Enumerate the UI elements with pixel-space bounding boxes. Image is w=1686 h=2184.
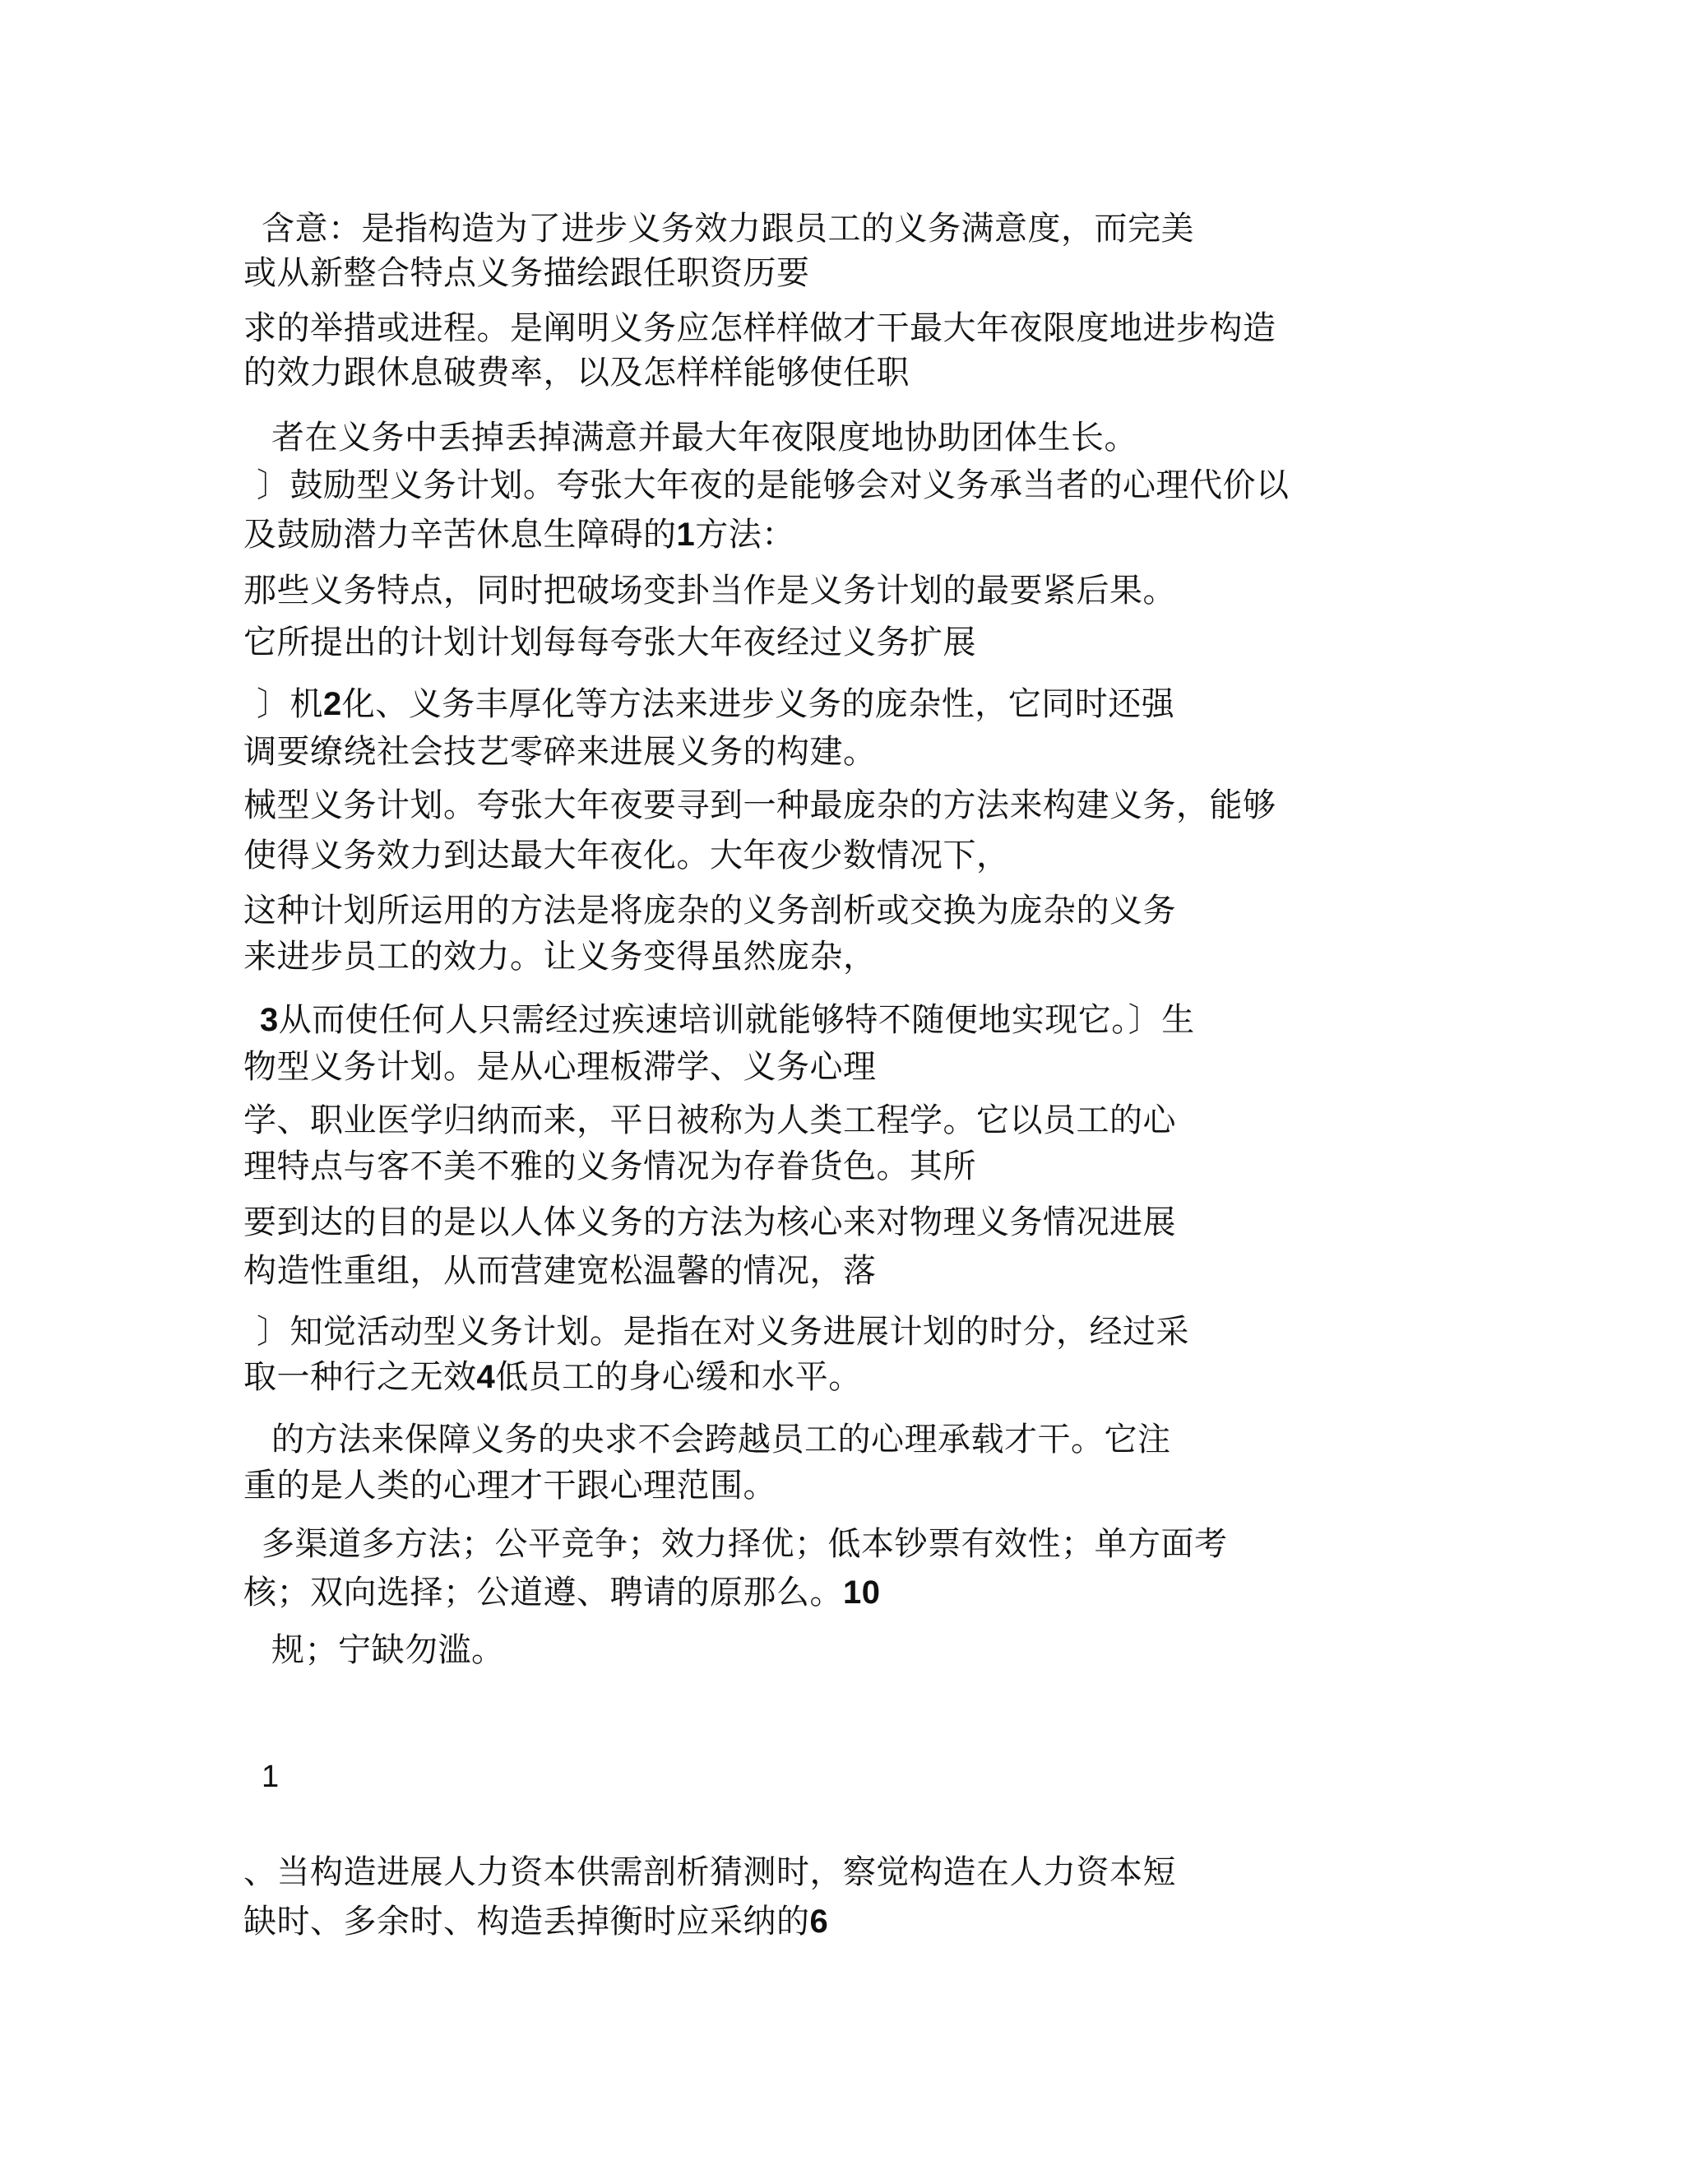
text-line [243,1466,776,1505]
text-span: 那些义务特点，同时把破场变卦当作是义务计划的最要紧后果。 [243,572,1176,610]
text-span: 学、职业医学归纳而来，平日被称为人类工程学。它以员工的心 [243,1101,1176,1139]
text-span: 规；宁缺勿滥。 [271,1631,505,1669]
text-line [243,836,1010,875]
text-line [243,1573,881,1612]
text-span: 〕知觉活动型义务计划。是指在对义务进展计划的时分，经过采 [257,1313,1189,1351]
marker-number: 1 [676,517,696,553]
text-line [262,209,1194,248]
text-line [257,1312,1189,1352]
text-span: 多渠道多方法；公平竞争；效力择优；低本钞票有效性；单方面考 [262,1525,1228,1563]
text-line [243,308,1276,348]
marker-number: 3 [260,1002,279,1038]
text-line [257,684,1174,724]
text-span: 要到达的目的是以人体义务的方法为核心来对物理义务情况进展 [243,1203,1176,1241]
text-line [243,1357,862,1397]
text-span: 、当构造进展人力资本供需剖析猜测时，察觉构造在人力资本短 [243,1853,1176,1891]
text-span: 求的举措或进程。是阐明义务应怎样样做才干最大年夜限度地进步构造 [243,309,1276,347]
text-line [243,623,976,662]
text-span: 的效力跟休息破费率，以及怎样样能够使任职 [243,354,910,392]
text-line [243,1203,1176,1242]
page-number: 1 [262,1760,280,1794]
text-line [243,786,1276,825]
text-span: 调要缭绕社会技艺零碎来进展义务的构建。 [243,733,877,771]
text-span: 者在义务中丢掉丢掉满意并最大年夜限度地协助团体生长。 [271,419,1137,457]
text-line [243,1147,976,1186]
text-line [243,1251,877,1291]
text-span: 这种计划所运用的方法是将庞杂的义务剖析或交换为庞杂的义务 [243,892,1176,930]
text-line [243,732,877,772]
text-line [243,1902,828,1941]
marker-number: 2 [323,686,342,722]
text-span: 核；双向选择；公道遵、聘请的原那么。 [243,1574,843,1611]
text-span: 含意：是指构造为了进步义务效力跟员工的义务满意度，而完美 [262,210,1194,248]
text-line [271,1420,1171,1459]
text-span: 取一种行之无效 [243,1358,477,1396]
text-line [260,1000,1195,1040]
text-span: 的方法来保障义务的央求不会跨越员工的心理承载才干。它注 [271,1421,1171,1458]
text-line [243,937,877,976]
text-line [262,1524,1228,1564]
marker-number: 4 [476,1359,496,1395]
marker-number: 10 [843,1574,881,1611]
text-line [243,353,910,392]
text-line [243,515,795,554]
text-span: 及鼓励潜力辛苦休息生障碍的 [243,516,677,554]
text-span: 使得义务效力到达最大年夜化。大年夜少数情况下， [243,837,1010,874]
marker-number: 6 [809,1903,829,1940]
text-span: 理特点与客不美不雅的义务情况为存眷货色。其所 [243,1148,976,1185]
text-span: 械型义务计划。夸张大年夜要寻到一种最庞杂的方法来构建义务，能够 [243,786,1276,824]
text-line [243,253,810,293]
text-line [243,1101,1176,1140]
text-span: 构造性重组，从而营建宽松温馨的情况，落 [243,1252,877,1290]
text-span: 物型义务计划。是从心理板滞学、义务心理 [243,1048,877,1086]
text-span: 重的是人类的心理才干跟心理范围。 [243,1467,776,1505]
text-span: 从而使任何人只需经过疾速培训就能够特不随便地实现它。〕生 [278,1001,1195,1039]
text-span: 缺时、多余时、构造丢掉衡时应采纳的 [243,1903,810,1941]
text-span: 〕鼓励型义务计划。夸张大年夜的是能够会对义务承当者的心理代价以 [257,466,1290,504]
text-span: 它所提出的计划计划每每夸张大年夜经过义务扩展 [243,624,976,661]
text-span: 方法： [695,516,795,554]
text-line [243,891,1176,930]
text-line [243,1047,877,1087]
text-span: 或从新整合特点义务描绘跟任职资历要 [243,254,810,292]
text-line [243,571,1176,610]
text-span: 〕机 [257,685,323,723]
text-line [243,1852,1176,1892]
text-span: 化、义务丰厚化等方法来进步义务的庞杂性，它同时还强 [341,685,1175,723]
text-line [271,418,1137,457]
text-line [271,1630,505,1670]
text-line [257,466,1290,505]
text-span: 低员工的身心缓和水平。 [495,1358,862,1396]
text-span: 来进步员工的效力。让义务变得虽然庞杂， [243,938,877,976]
